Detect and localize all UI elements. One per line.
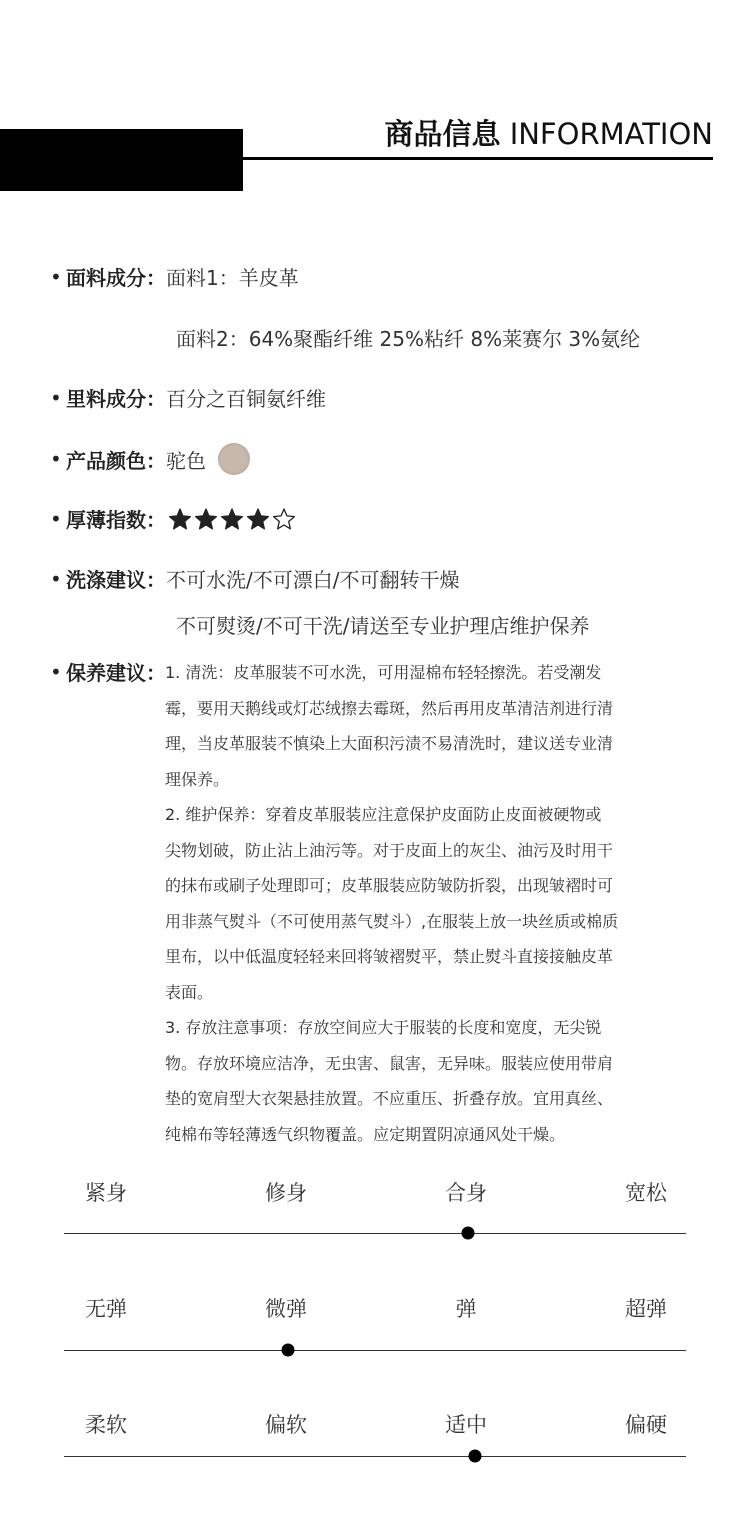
color-value: 驼色 [166,448,206,473]
thickness-row [50,504,298,533]
header-rule [243,157,713,160]
fabric-line1: 面料1：羊皮革 [166,266,299,290]
care-text-line: 垫的宽肩型大衣架悬挂放置。不应重压、折叠存放。宜用真丝、 [165,1089,614,1108]
scale-labels [64,1409,686,1439]
care-text-line: 里布，以中低温度轻轻来回将皱褶熨平，禁止熨斗直接接触皮革 [165,947,614,966]
scale-labels [64,1177,686,1207]
star-filled-icon [220,507,244,531]
lining-label: 里料成分： [66,387,166,411]
section-title-cn: 商品信息 [384,117,501,151]
scale-label: 超弹 [625,1297,667,1321]
lining-row [50,383,326,412]
scale-label: 合身 [445,1181,487,1205]
scale-label: 紧身 [85,1181,127,1205]
wash-line1: 不可水洗/不可漂白/不可翻转干燥 [166,568,460,592]
fabric-label: 面料成分： [66,266,166,290]
fabric-row [50,262,299,291]
wash-row [50,564,459,593]
bullet-dot: • [50,506,62,531]
scale-label: 偏硬 [625,1413,667,1437]
scale-labels [64,1293,686,1323]
fit-selected-dot [462,1227,475,1240]
stretch-selected-dot [281,1344,294,1357]
bullet-dot: • [50,264,62,289]
color-swatch [218,443,250,475]
softness-selected-dot [468,1450,481,1463]
care-text-line: 1. 清洗：皮革服装不可水洗，可用湿棉布轻轻擦洗。若受潮发 [165,663,602,682]
care-text-line: 霉，要用天鹅线或灯芯绒擦去霉斑，然后再用皮革清洁剂进行清 [165,698,614,718]
thickness-stars [168,507,298,531]
color-row [50,443,250,475]
fabric-line2: 面料2：64%聚酯纤维 25%粘纤 8%莱赛尔 3%氨纶 [176,327,641,351]
scale-label: 适中 [445,1413,487,1437]
scale-line [64,1350,686,1351]
care-text-line: 尖物划破，防止沾上油污等。对于皮面上的灰尘、油污及时用干 [165,840,614,860]
care-text-line: 的抹布或刷子处理即可；皮革服装应防皱防折裂，出现皱褶时可 [165,876,614,895]
scale-label: 修身 [265,1181,307,1205]
star-filled-icon [246,507,270,531]
star-empty-icon [272,507,296,531]
care-text-line: 纯棉布等轻薄透气织物覆盖。应定期置阴凉通风处干燥。 [165,1124,566,1144]
scale-label: 偏软 [265,1413,307,1437]
scale-label: 柔软 [85,1413,127,1437]
care-text [165,655,685,1152]
wash-line2: 不可熨烫/不可干洗/请送至专业护理店维护保养 [176,614,590,638]
thickness-label: 厚薄指数： [66,508,166,532]
scale-label: 微弹 [265,1297,307,1321]
scale-label: 弹 [455,1297,477,1321]
lining-value: 百分之百铜氨纤维 [166,387,326,411]
care-text-line: 理保养。 [165,769,230,789]
scale-line [64,1456,686,1457]
star-filled-icon [168,507,192,531]
scale-line [64,1233,686,1234]
bullet-dot: • [50,385,62,410]
care-text-line: 用非蒸气熨斗（不可使用蒸气熨斗）,在服装上放一块丝质或棉质 [165,911,619,931]
header-black-bar [0,129,243,191]
section-title-en: INFORMATION [509,117,713,151]
care-label: 保养建议： [66,661,166,685]
care-text-line: 2. 维护保养：穿着皮革服装应注意保护皮面防止皮面被硬物或 [165,805,602,824]
scale-label: 无弹 [85,1297,127,1321]
care-text-line: 物。存放环境应洁净，无虫害、鼠害，无异味。服装应使用带肩 [165,1053,614,1073]
section-title [384,112,713,153]
scale-label: 宽松 [625,1181,667,1205]
bullet-dot: • [50,447,62,471]
care-row [50,657,166,686]
care-text-line: 3. 存放注意事项：存放空间应大于服装的长度和宽度，无尖锐 [165,1018,602,1037]
wash-label: 洗涤建议： [66,568,166,592]
care-text-line: 理，当皮革服装不慎染上大面积污渍不易清洗时，建议送专业清 [165,734,614,753]
star-filled-icon [194,507,218,531]
color-label: 产品颜色： [66,448,166,473]
care-text-line: 表面。 [165,982,214,1002]
bullet-dot: • [50,566,62,591]
bullet-dot: • [50,659,62,684]
